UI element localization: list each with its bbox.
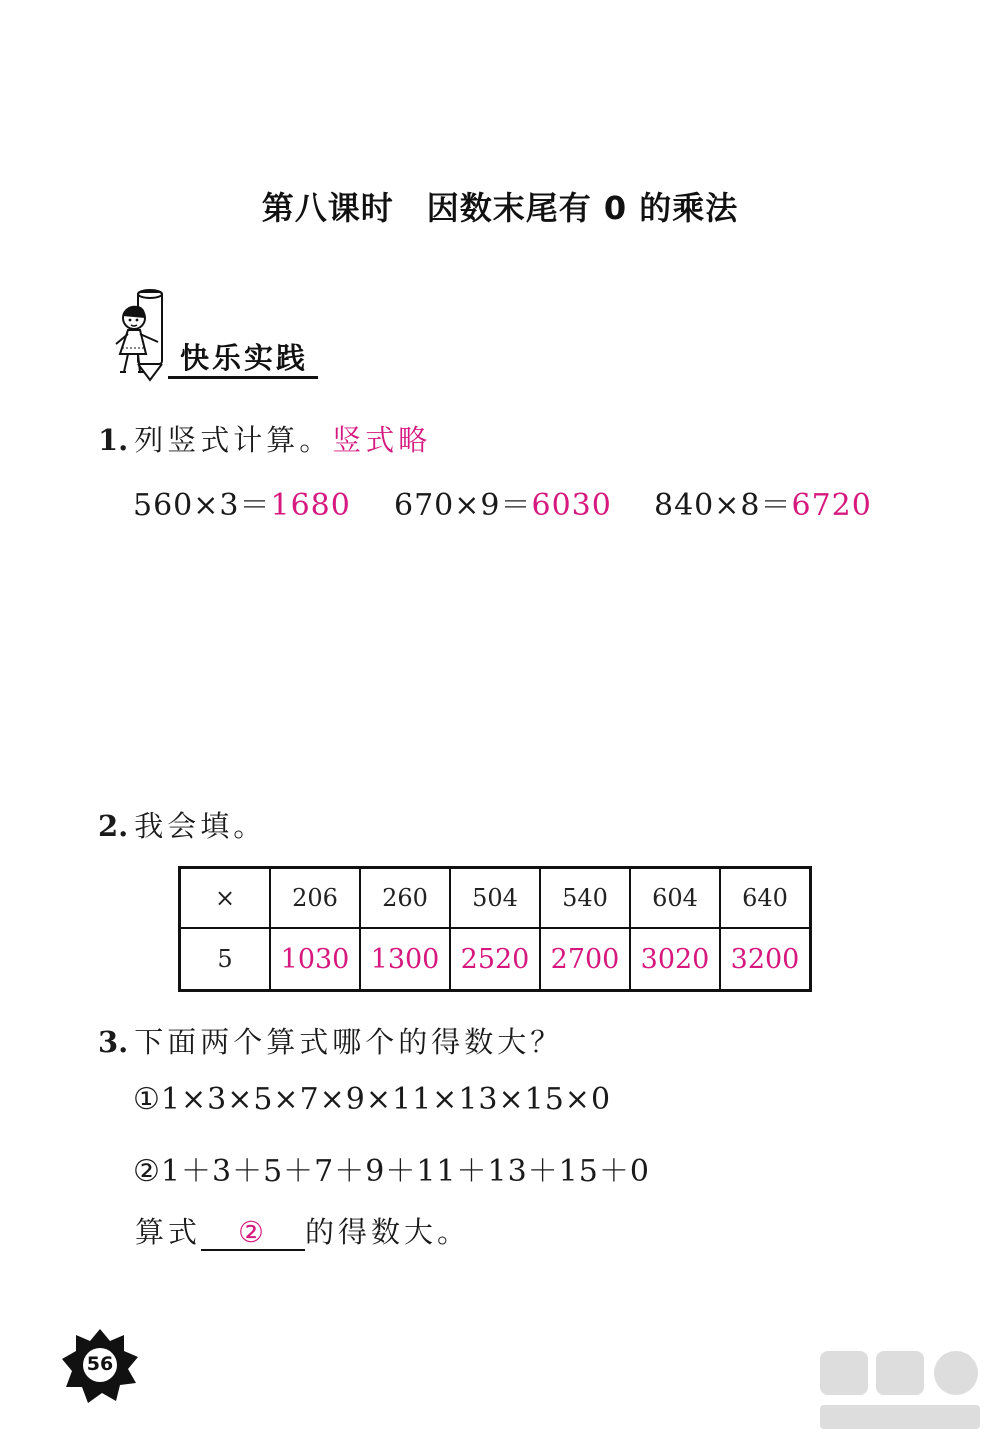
table-answer-cell: 3200 (720, 928, 811, 991)
table-header-row (180, 868, 811, 929)
equation-1 (133, 480, 351, 524)
q3-fill-prefix: 算式 (135, 1215, 202, 1249)
page-number: 56 (86, 1353, 114, 1375)
q3-expression-1: ①1×3×5×7×9×11×13×15×0 (133, 1082, 612, 1117)
table-answer-cell: 1300 (360, 928, 450, 991)
table-cell: 206 (270, 868, 360, 929)
equation-1-expr: 560×3＝ (133, 488, 271, 523)
equation-2 (394, 480, 612, 524)
q3-heading (98, 1020, 563, 1061)
equation-3 (654, 480, 872, 524)
page-title: 第八课时 因数末尾有 0 的乘法 (261, 189, 739, 227)
watermark-logo (816, 1345, 986, 1435)
q3-fill-suffix: 的得数大。 (305, 1215, 471, 1249)
table-cell: 540 (540, 868, 630, 929)
table-answer-cell: 2700 (540, 928, 630, 991)
q1-prompt: 列竖式计算。 (134, 423, 333, 457)
q2-heading (98, 804, 266, 845)
table-cell: 504 (450, 868, 540, 929)
q3-prompt: 下面两个算式哪个的得数大？ (134, 1025, 564, 1059)
q1-number: 1. (98, 423, 129, 457)
q1-answer-note: 竖式略 (332, 423, 432, 457)
q2-number: 2. (98, 809, 129, 843)
table-cell: 5 (180, 928, 271, 991)
table-answer-row (180, 928, 811, 991)
equation-2-expr: 670×9＝ (394, 488, 532, 523)
table-answer-cell: 2520 (450, 928, 540, 991)
table-cell: × (180, 868, 271, 929)
equation-3-expr: 840×8＝ (654, 488, 792, 523)
table-answer-cell: 1030 (270, 928, 360, 991)
table-cell: 640 (720, 868, 811, 929)
section-underline (168, 376, 318, 379)
q1-heading (98, 418, 431, 459)
table-answer-cell: 3020 (630, 928, 720, 991)
q3-number: 3. (98, 1025, 129, 1059)
table-cell: 260 (360, 868, 450, 929)
table-cell: 604 (630, 868, 720, 929)
q2-prompt: 我会填。 (134, 809, 267, 843)
equation-2-answer: 6030 (531, 488, 612, 523)
multiplication-table (178, 866, 812, 992)
equation-3-answer: 6720 (791, 488, 872, 523)
q3-expression-2: ②1＋3＋5＋7＋9＋11＋13＋15＋0 (133, 1154, 650, 1189)
q3-fill-sentence (135, 1210, 470, 1251)
equation-1-answer: 1680 (270, 488, 351, 523)
q3-fill-answer: ② (201, 1215, 305, 1251)
section-label: 快乐实践 (180, 341, 309, 375)
